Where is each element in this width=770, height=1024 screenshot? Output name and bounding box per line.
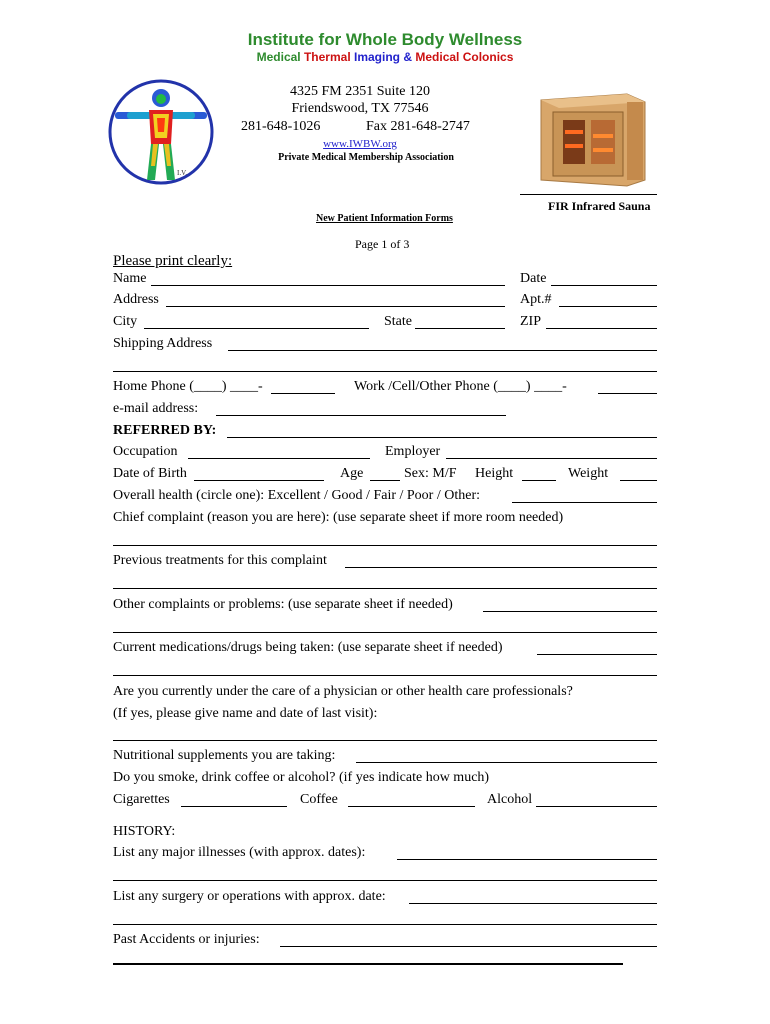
illnesses-label: List any major illnesses (with approx. dates): — [113, 845, 366, 860]
overall-health-field[interactable] — [512, 502, 657, 503]
accidents-label: Past Accidents or injuries: — [113, 932, 260, 947]
name-label: Name — [113, 271, 147, 286]
accidents-field-2[interactable] — [113, 963, 623, 965]
employer-label: Employer — [385, 444, 441, 459]
website-link[interactable]: www.IWBW.org — [323, 138, 397, 150]
alcohol-label: Alcohol — [487, 792, 533, 807]
illnesses-field[interactable] — [397, 859, 657, 860]
phone-number: 281-648-1026 — [241, 119, 321, 134]
chief-complaint-field[interactable] — [113, 545, 657, 546]
age-field[interactable] — [370, 480, 400, 481]
infrared-sauna-image — [533, 88, 653, 188]
page-indicator: Page 1 of 3 — [355, 237, 410, 251]
home-phone-label: Home Phone (____) ____- — [113, 379, 263, 394]
name-field[interactable] — [151, 285, 505, 286]
referred-label: REFERRED BY: — [113, 423, 217, 438]
age-label: Age — [340, 466, 364, 481]
referred-field[interactable] — [227, 437, 657, 438]
occupation-field[interactable] — [188, 458, 370, 459]
date-field[interactable] — [551, 285, 657, 286]
medications-field[interactable] — [537, 654, 657, 655]
dob-field[interactable] — [194, 480, 324, 481]
sex-label: Sex: M/F — [404, 466, 457, 481]
logo-text: I.V. — [177, 169, 187, 177]
print-instruction: Please print clearly: — [113, 253, 233, 269]
previous-treatments-field-2[interactable] — [113, 588, 657, 589]
sub-imaging: Imaging & — [354, 50, 413, 64]
sub-colonics: Medical Colonics — [415, 50, 514, 64]
email-label: e-mail address: — [113, 401, 199, 416]
habits-question: Do you smoke, drink coffee or alcohol? (if yes indicate how much) — [113, 770, 490, 785]
email-field[interactable] — [216, 415, 506, 416]
physician-instruction: (If yes, please give name and date of last visit): — [113, 706, 378, 721]
shipping-label: Shipping Address — [113, 336, 213, 351]
previous-treatments-field[interactable] — [345, 567, 657, 568]
zip-label: ZIP — [520, 314, 541, 329]
apt-label: Apt.# — [520, 292, 552, 307]
shipping-field[interactable] — [228, 350, 657, 351]
state-label: State — [384, 314, 412, 329]
services-subtitle — [0, 50, 770, 64]
address-field[interactable] — [166, 306, 505, 307]
work-phone-label: Work /Cell/Other Phone (____) ____- — [354, 379, 567, 394]
previous-treatments-label: Previous treatments for this complaint — [113, 553, 327, 568]
history-heading: HISTORY: — [113, 824, 176, 839]
medications-label: Current medications/drugs being taken: (use separate sheet if needed) — [113, 640, 503, 655]
height-label: Height — [475, 466, 514, 481]
form-heading: New Patient Information Forms — [316, 213, 453, 224]
supplements-label: Nutritional supplements you are taking: — [113, 748, 336, 763]
occupation-label: Occupation — [113, 444, 178, 459]
apt-field[interactable] — [559, 306, 657, 307]
other-complaints-field[interactable] — [483, 611, 657, 612]
cigarettes-label: Cigarettes — [113, 792, 170, 807]
chief-complaint-label: Chief complaint (reason you are here): (use separate sheet if more room needed) — [113, 510, 564, 525]
association-label: Private Medical Membership Association — [278, 152, 454, 163]
shipping-field-2[interactable] — [113, 371, 657, 372]
accidents-field[interactable] — [280, 946, 657, 947]
physician-field[interactable] — [113, 740, 657, 741]
zip-field[interactable] — [546, 328, 657, 329]
dob-label: Date of Birth — [113, 466, 187, 481]
address-line-1: 4325 FM 2351 Suite 120 — [289, 84, 430, 99]
date-label: Date — [520, 271, 547, 286]
city-field[interactable] — [144, 328, 369, 329]
other-complaints-label: Other complaints or problems: (use separate sheet if needed) — [113, 597, 453, 612]
sub-medical: Medical — [256, 50, 301, 64]
fax-number: Fax 281-648-2747 — [366, 119, 470, 134]
alcohol-field[interactable] — [536, 806, 657, 807]
sauna-caption: FIR Infrared Sauna — [548, 199, 651, 213]
surgery-field[interactable] — [409, 903, 657, 904]
cigarettes-field[interactable] — [181, 806, 287, 807]
city-label: City — [113, 314, 138, 329]
weight-field[interactable] — [620, 480, 657, 481]
other-complaints-field-2[interactable] — [113, 632, 657, 633]
physician-question: Are you currently under the care of a physician or other health care professionals? — [113, 684, 573, 699]
illnesses-field-2[interactable] — [113, 880, 657, 881]
weight-label: Weight — [568, 466, 609, 481]
medications-field-2[interactable] — [113, 675, 657, 676]
work-phone-field[interactable] — [598, 393, 657, 394]
height-field[interactable] — [522, 480, 556, 481]
overall-health-label: Overall health (circle one): Excellent / Good / Fair / Poor / Other: — [113, 488, 480, 503]
coffee-field[interactable] — [348, 806, 475, 807]
coffee-label: Coffee — [300, 792, 338, 807]
home-phone-field[interactable] — [271, 393, 335, 394]
sauna-caption-rule — [520, 194, 657, 195]
employer-field[interactable] — [446, 458, 657, 459]
surgery-label: List any surgery or operations with approx. date: — [113, 889, 386, 904]
institute-title: Institute for Whole Body Wellness — [247, 30, 523, 49]
supplements-field[interactable] — [356, 762, 657, 763]
sub-thermal: Thermal — [303, 50, 351, 64]
address-label: Address — [113, 292, 159, 307]
surgery-field-2[interactable] — [113, 924, 657, 925]
state-field[interactable] — [415, 328, 505, 329]
address-line-2: Friendswood, TX 77546 — [291, 101, 429, 116]
